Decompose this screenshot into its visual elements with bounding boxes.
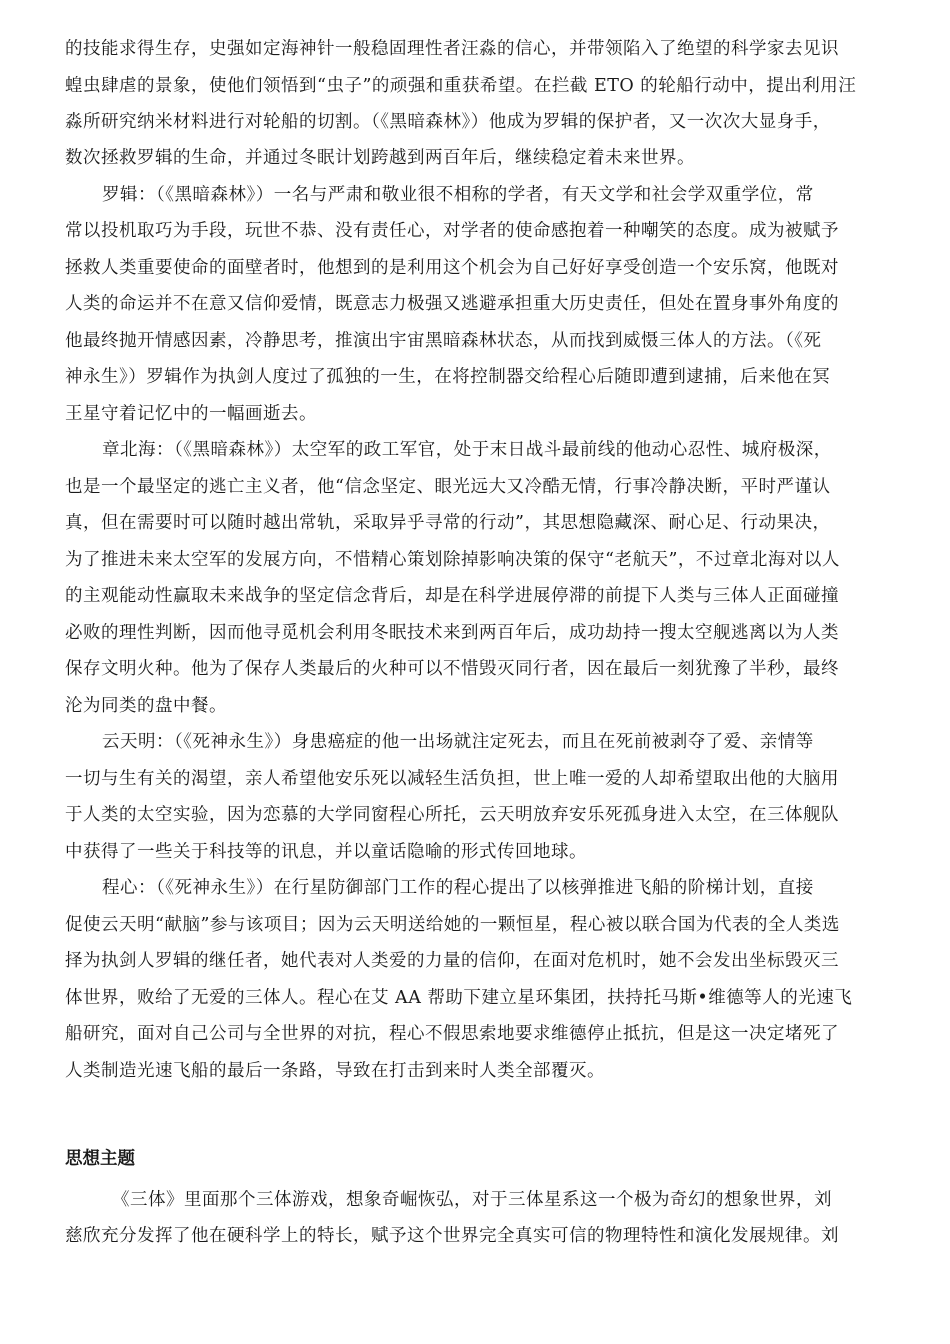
text-line: 人类的命运并不在意又信仰爱情，既意志力极强又逃避承担重大历史责任，但处在置身事外角度的 xyxy=(65,294,839,314)
text-line: 神永生》）罗辑作为执剑人度过了孤独的一生，在将控制器交给程心后随即遭到逮捕，后来他在冥 xyxy=(65,367,831,387)
text-line: 也是一个最坚定的逃亡主义者，他“信念坚定、眼光远大又冷酷无情，行事冷静决断，平时严谨认 xyxy=(65,477,831,497)
text-line: 保存文明火种。他为了保存人类最后的火种可以不惜毁灭同行者，因在最后一刻犹豫了半秒，最终 xyxy=(65,659,839,679)
text-line: 必败的理性判断，因而他寻觅机会利用冬眠技术来到两百年后，成功劫持一搜太空舰逃离以为人类 xyxy=(65,623,839,643)
text-line: 船研究，面对自己公司与全世界的对抗，程心不假思索地要求维德停止抵抗，但是这一决定堵死了 xyxy=(65,1024,839,1044)
text-line: 他最终抛开情感因素，冷静思考，推演出宇宙黑暗森林状态，从而找到威慑三体人的方法。（《死 xyxy=(65,331,822,351)
paragraph-luoji-start: 罗辑：（《黑暗森林》）一名与严肃和敬业很不相称的学者，有天文学和社会学双重学位，常 xyxy=(102,185,814,205)
text-line: 为了推进未来太空军的发展方向，不惜精心策划除掉影响决策的保守“老航天”，不过章北海对以人 xyxy=(65,550,840,570)
paragraph-yuntianming-start: 云天明：（《死神永生》）身患癌症的他一出场就注定死去，而且在死前被剥夺了爱、亲情等 xyxy=(102,732,814,752)
text-line: 沦为同类的盘中餐。 xyxy=(65,696,227,716)
text-line: 淼所研究纳米材料进行对轮船的切割。（《黑暗森林》）他成为罗辑的保护者，又一次次大显身手， xyxy=(65,112,831,132)
text-line: 促使云天明“献脑”参与该项目；因为云天明送给她的一颗恒星，程心被以联合国为代表的全人类选 xyxy=(65,915,840,935)
section-heading: 思想主题 xyxy=(65,1149,135,1169)
text-line: 慈欣充分发挥了他在硬科学上的特长，赋予这个世界完全真实可信的物理特性和演化发展规律。刘 xyxy=(65,1226,839,1246)
text-line: 的技能求得生存，史强如定海神针一般稳固理性者汪淼的信心，并带领陷入了绝望的科学家去见识 xyxy=(65,39,839,59)
paragraph-zhangbeihai-start: 章北海：（《黑暗森林》）太空军的政工军官，处于末日战斗最前线的他动心忍性、城府极深， xyxy=(102,440,832,460)
text-line: 拯救人类重要使命的面壁者时，他想到的是利用这个机会为自己好好享受创造一个安乐窝，他既对 xyxy=(65,258,839,278)
text-line: 真，但在需要时可以随时越出常轨，采取异乎寻常的行动”，其思想隐藏深、耐心足、行动果决， xyxy=(65,513,831,533)
text-line: 中获得了一些关于科技等的讯息，并以童话隐喻的形式传回地球。 xyxy=(65,842,587,862)
text-line: 蝗虫肆虐的景象，使他们领悟到“虫子”的顽强和重获希望。在拦截 ETO 的轮船行动中，提出利用汪 xyxy=(65,76,857,96)
text-line: 于人类的太空实验，因为恋慕的大学同窗程心所托，云天明放弃安乐死孤身进入太空，在三体舰队 xyxy=(65,805,839,825)
text-line: 常以投机取巧为手段，玩世不恭、没有责任心，对学者的使命感抱着一种嘲笑的态度。成为被赋予 xyxy=(65,221,839,241)
text-line: 数次拯救罗辑的生命，并通过冬眠计划跨越到两百年后，继续稳定着未来世界。 xyxy=(65,148,695,168)
text-line: 体世界，败给了无爱的三体人。程心在艾 AA 帮助下建立星环集团，扶持托马斯•维德等人的光速飞 xyxy=(65,988,853,1008)
text-line: 一切与生有关的渴望，亲人希望他安乐死以减轻生活负担，世上唯一爱的人却希望取出他的大脑用 xyxy=(65,769,839,789)
text-line: 择为执剑人罗辑的继任者，她代表对人类爱的力量的信仰，在面对危机时，她不会发出坐标毁灭三 xyxy=(65,951,839,971)
text-line: 王星守着记忆中的一幅画逝去。 xyxy=(65,404,317,424)
text-line: 的主观能动性赢取未来战争的坚定信念背后，却是在科学进展停滞的前提下人类与三体人正面碰撞 xyxy=(65,586,839,606)
text-line: 人类制造光速飞船的最后一条路，导致在打击到来时人类全部覆灭。 xyxy=(65,1061,605,1081)
paragraph-chengxin-start: 程心：（《死神永生》）在行星防御部门工作的程心提出了以核弹推进飞船的阶梯计划，直接 xyxy=(102,878,814,898)
paragraph-theme-start: 《三体》里面那个三体游戏，想象奇崛恢弘，对于三体星系这一个极为奇幻的想象世界，刘 xyxy=(112,1190,832,1210)
